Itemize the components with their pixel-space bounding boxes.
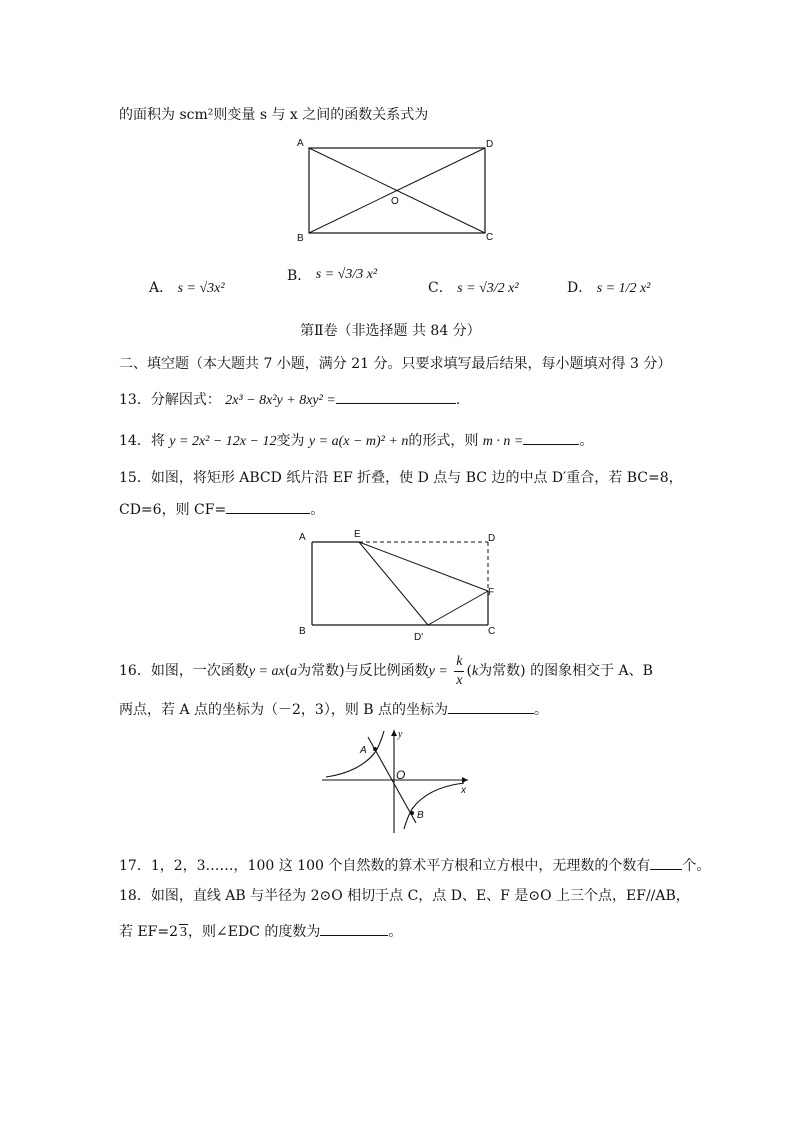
svg-text:C: C xyxy=(488,626,496,637)
choice-a[interactable]: A． s = √3x² xyxy=(149,280,225,296)
choice-b[interactable]: B． s = √3/3 x² xyxy=(287,267,378,284)
point-a xyxy=(373,747,377,751)
figure-function-graphs xyxy=(318,727,474,835)
section-heading: 二、填空题（本大题共 7 小题，满分 21 分。只要求填写最后结果，每小题填对得 3 分） xyxy=(119,356,672,372)
choice-d[interactable]: D． s = 1/2 x² xyxy=(567,280,651,296)
question-15-line1: 15．如图，将矩形 ABCD 纸片沿 EF 折叠，使 D 点与 BC 边的中点 D′重合，若 BC=8， xyxy=(119,470,683,486)
svg-text:O: O xyxy=(396,768,406,782)
fold-line-ef xyxy=(359,542,488,591)
question-12-stem-tail: 的面积为 scm²则变量 s 与 x 之间的函数关系式为 xyxy=(119,107,429,123)
segment-ed-prime xyxy=(359,542,428,625)
svg-text:D': D' xyxy=(414,632,424,643)
segment-d-prime-f xyxy=(428,591,488,625)
hyperbola-branch-left xyxy=(326,731,384,777)
answer-blank-15[interactable] xyxy=(226,500,310,514)
question-14: 14．将 y = 2x² − 12x − 12变为 y = a(x − m)² + n的形式，则 m · n = 。 xyxy=(119,433,594,449)
answer-blank-14[interactable] xyxy=(523,431,579,445)
svg-text:E: E xyxy=(354,529,361,540)
answer-blank-17[interactable] xyxy=(650,856,682,870)
svg-text:A: A xyxy=(299,532,306,543)
question-16-line1: 16．如图，一次函数y = ax(a为常数)与反比例函数y = $\frac{k}{x}$ (k为常数) 的图象相交于 A、B xyxy=(119,654,653,688)
svg-text:D: D xyxy=(488,533,496,544)
svg-text:x: x xyxy=(461,785,466,796)
question-17: 17．1，2，3……，100 这 100 个自然数的算术平方根和立方根中，无理数的个数有 个。 xyxy=(119,858,711,874)
question-15-line2: CD=6，则 CF= 。 xyxy=(119,502,325,518)
answer-blank-16[interactable] xyxy=(448,700,534,714)
label-o: O xyxy=(391,196,399,207)
hyperbola-branch-right xyxy=(404,783,464,829)
point-b xyxy=(410,811,414,815)
label-d: D xyxy=(486,139,494,150)
label-c: C xyxy=(486,232,494,243)
question-13: 13．分解因式： 2x³ − 8x²y + 8xy² = . xyxy=(119,392,461,408)
answer-blank-18[interactable] xyxy=(320,922,388,936)
figure-folded-rectangle xyxy=(295,528,505,644)
choice-c[interactable]: C． s = √3/2 x² xyxy=(428,280,519,296)
svg-text:y: y xyxy=(398,729,403,740)
question-18-line1: 18．如图，直线 AB 与半径为 2⊙O 相切于点 C，点 D、E、F 是⊙O 上三个点，EF//AB， xyxy=(119,888,690,904)
question-18-line2: 若 EF=2 3，则∠EDC 的度数为 。 xyxy=(119,924,403,940)
svg-text:A: A xyxy=(360,745,367,756)
answer-blank-13[interactable] xyxy=(336,390,456,404)
label-a: A xyxy=(297,138,304,149)
svg-text:B: B xyxy=(299,626,306,637)
svg-text:F: F xyxy=(488,587,495,598)
question-16-line2: 两点，若 A 点的坐标为（－2，3），则 B 点的坐标为 。 xyxy=(119,702,549,718)
figure-rectangle-diagonals xyxy=(292,134,502,246)
volume-title: 第Ⅱ卷（非选择题 共 84 分） xyxy=(300,323,481,339)
label-b: B xyxy=(297,233,304,244)
svg-text:B: B xyxy=(417,810,424,821)
